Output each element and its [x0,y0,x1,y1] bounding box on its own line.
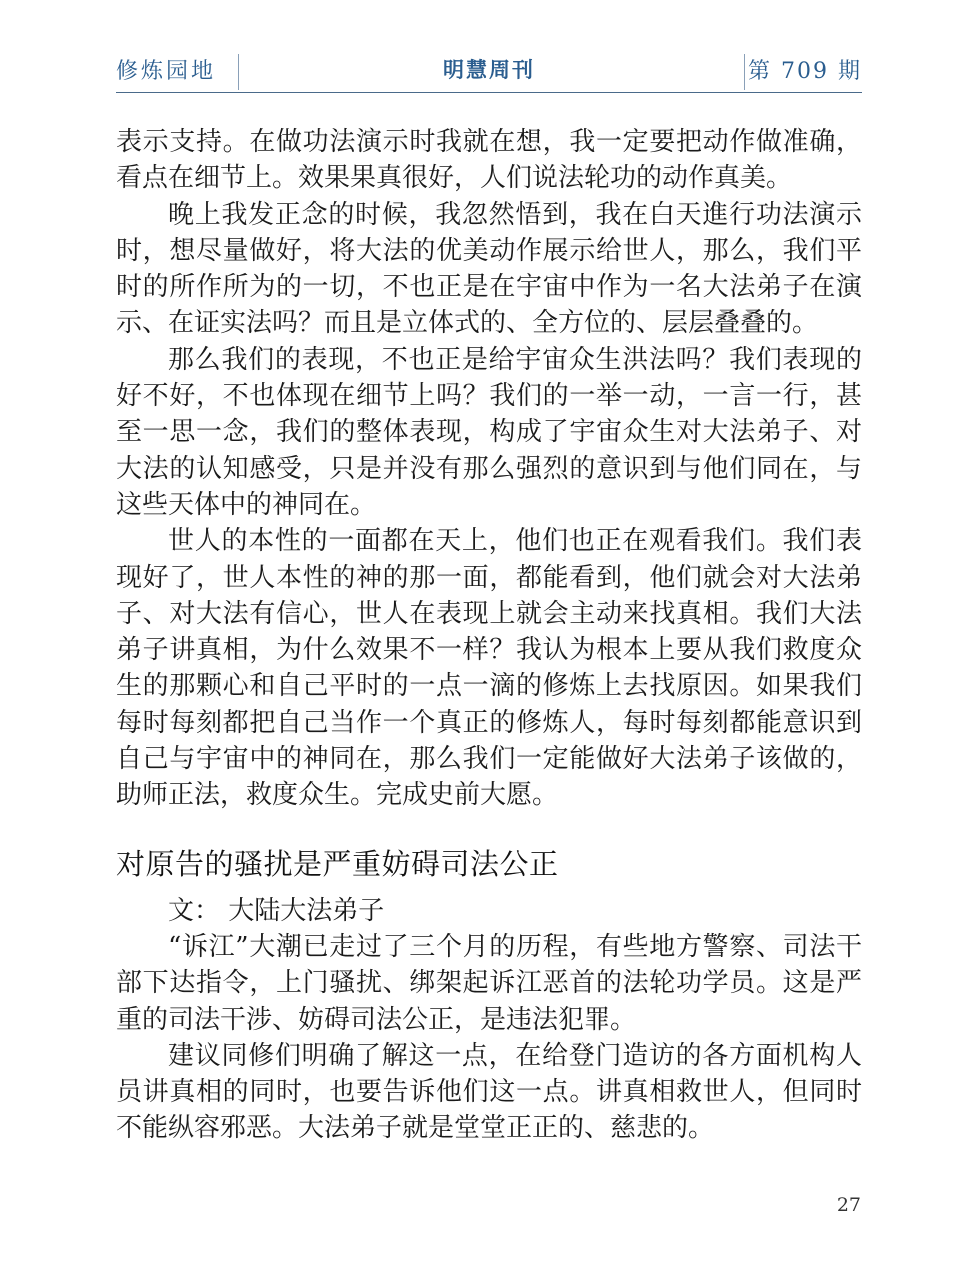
article-byline: 文： 大陆大法弟子 [168,895,385,926]
section-name: 修炼园地 [116,59,217,84]
article-title: 对原告的骚扰是严重妨碍司法公正 [116,846,559,881]
header-divider-right [744,54,745,90]
article-paragraph: 建议同修们明确了解这一点，在给登门造访的各方面机构人员讲真相的同时，也要告诉他们这一点。讲真相救世人，但同时不能纵容邪恶。大法弟子就是堂堂正正的、慈悲的。 [116,1040,862,1144]
running-header [116,52,862,93]
body-paragraph: 晚上我发正念的时候，我忽然悟到，我在白天進行功法演示时，想尽量做好，将大法的优美动作展示给世人，那么，我们平时的所作所为的一切，不也正是在宇宙中作为一名大法弟子在演示、在证实法吗？而且是立体式的、全方位的、层层叠叠的。 [116,199,862,339]
body-paragraph: 那么我们的表现，不也正是给宇宙众生洪法吗？我们表现的好不好，不也体现在细节上吗？我们的一举一动，一言一行，甚至一思一念，我们的整体表现，构成了宇宙众生对大法弟子、对大法的认知感受，只是并没有那么强烈的意识到与他们同在，与这些天体中的神同在。 [116,344,862,520]
page-number: 27 [836,1194,861,1216]
issue-number: 第 709 期 [748,59,862,84]
page-body [116,124,862,1147]
body-paragraph: 世人的本性的一面都在天上，他们也正在观看我们。我们表现好了，世人本性的神的那一面，都能看到，他们就会对大法弟子、对大法有信心，世人在表现上就会主动来找真相。我们大法弟子讲真相，为什么效果不一样？我认为根本上要从我们救度众生的那颗心和自己平时的一点一滴的修炼上去找原因。如果我们每时每刻都把自己当作一个真正的修炼人，每时每刻都能意识到自己与宇宙中的神同在，那么我们一定能做好大法弟子该做的，助师正法，救度众生。完成史前大愿。 [116,526,862,811]
publication-title: 明慧周刊 [443,58,535,82]
article-paragraph: “诉江”大潮已走过了三个月的历程，有些地方警察、司法干部下达指令，上门骚扰、绑架起诉江恶首的法轮功学员。这是严重的司法干涉、妨碍司法公正，是违法犯罪。 [116,931,862,1035]
body-paragraph: 表示支持。在做功法演示时我就在想，我一定要把动作做准确，看点在细节上。效果果真很好，人们说法轮功的动作真美。 [116,127,862,194]
